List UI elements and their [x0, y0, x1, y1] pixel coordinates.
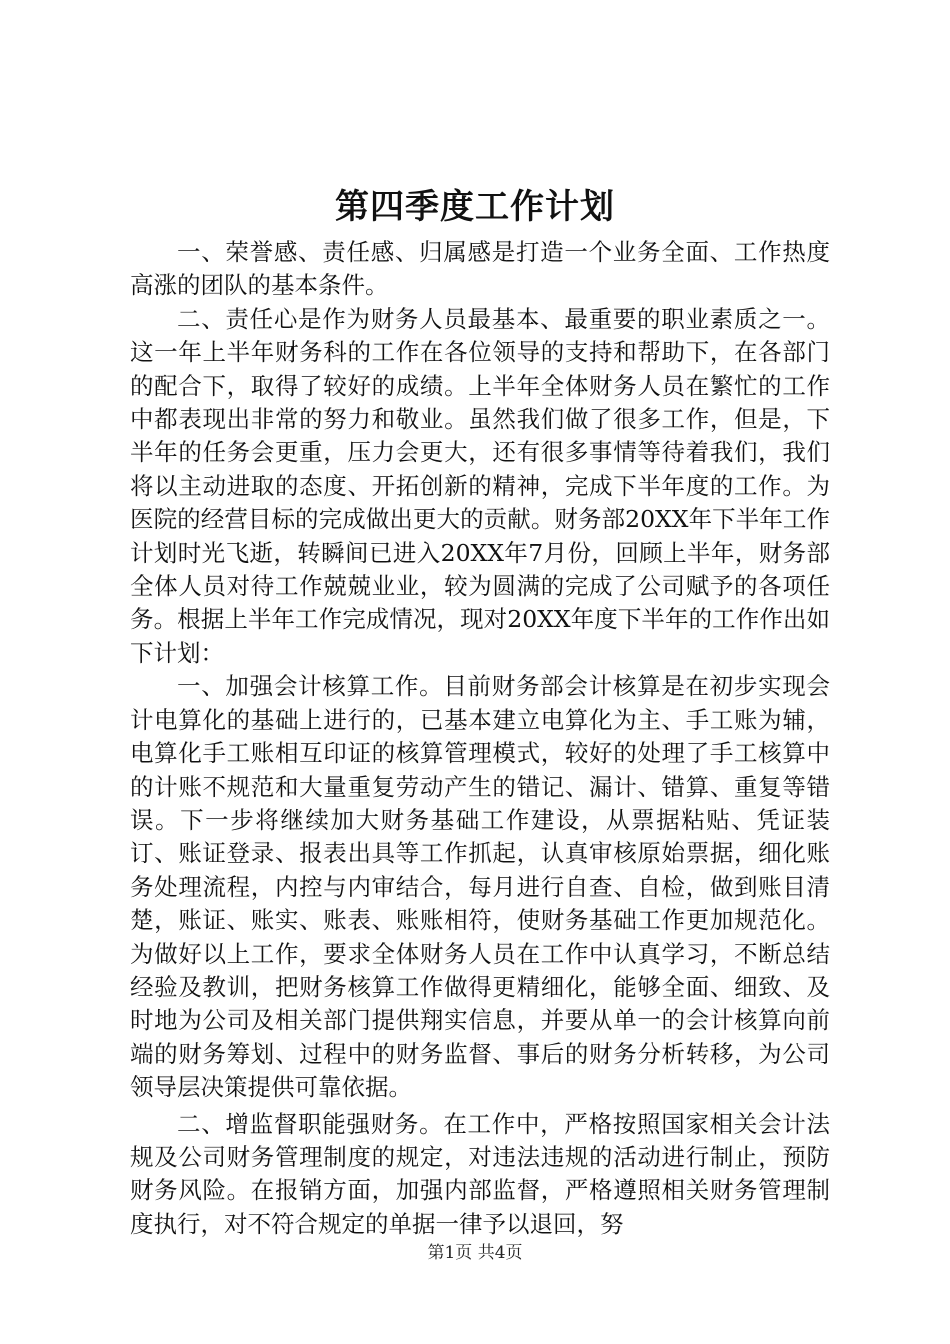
page-footer: 第1页 共4页: [427, 1243, 523, 1263]
paragraph-1: 一、荣誉感、责任感、归属感是打造一个业务全面、工作热度高涨的团队的基本条件。: [130, 238, 830, 300]
paragraph-4: 二、增监督职能强财务。在工作中，严格按照国家相关会计法规及公司财务管理制度的规定，对违法违规的活动进行制止，预防财务风险。在报销方面，加强内部监督，严格遵照相关财务管理制度执行，对不符合规定的单据一律予以退回，努: [130, 1109, 830, 1238]
paragraph-2: 二、责任心是作为财务人员最基本、最重要的职业素质之一。这一年上半年财务科的工作在各位领导的支持和帮助下，在各部门的配合下，取得了较好的成绩。上半年全体财务人员在繁忙的工作中都表现出非常的努力和敬业。虽然我们做了很多工作，但是，下半年的任务会更重，压力会更大，还有很多事情等待着我们，我们将以主动进取的态度、开拓创新的精神，完成下半年度的工作。为医院的经营目标的完成做出更大的贡献。财务部20XX年下半年工作计划时光飞逝，转瞬间已进入20XX年7月份，回顾上半年，财务部全体人员对待工作兢兢业业，较为圆满的完成了公司赋予的各项任务。根据上半年工作完成情况，现对20XX年度下半年的工作作出如下计划：: [130, 304, 830, 667]
paragraph-3: 一、加强会计核算工作。目前财务部会计核算是在初步实现会计电算化的基础上进行的，已基本建立电算化为主、手工账为辅，电算化手工账相互印证的核算管理模式，较好的处理了手工核算中的计账不规范和大量重复劳动产生的错记、漏计、错算、重复等错误。下一步将继续加大财务基础工作建设，从票据粘贴、凭证装订、账证登录、报表出具等工作抓起，认真审核原始票据，细化账务处理流程，内控与内审结合，每月进行自查、自检，做到账目清楚，账证、账实、账表、账账相符，使财务基础工作更加规范化。为做好以上工作，要求全体财务人员在工作中认真学习，不断总结经验及教训，把财务核算工作做得更精细化，能够全面、细致、及时地为公司及相关部门提供翔实信息，并要从单一的会计核算向前端的财务筹划、过程中的财务监督、事后的财务分析转移，为公司领导层决策提供可靠依据。: [130, 672, 830, 1102]
document-body: [130, 236, 830, 1241]
document-title: 第四季度工作计划: [335, 187, 615, 227]
